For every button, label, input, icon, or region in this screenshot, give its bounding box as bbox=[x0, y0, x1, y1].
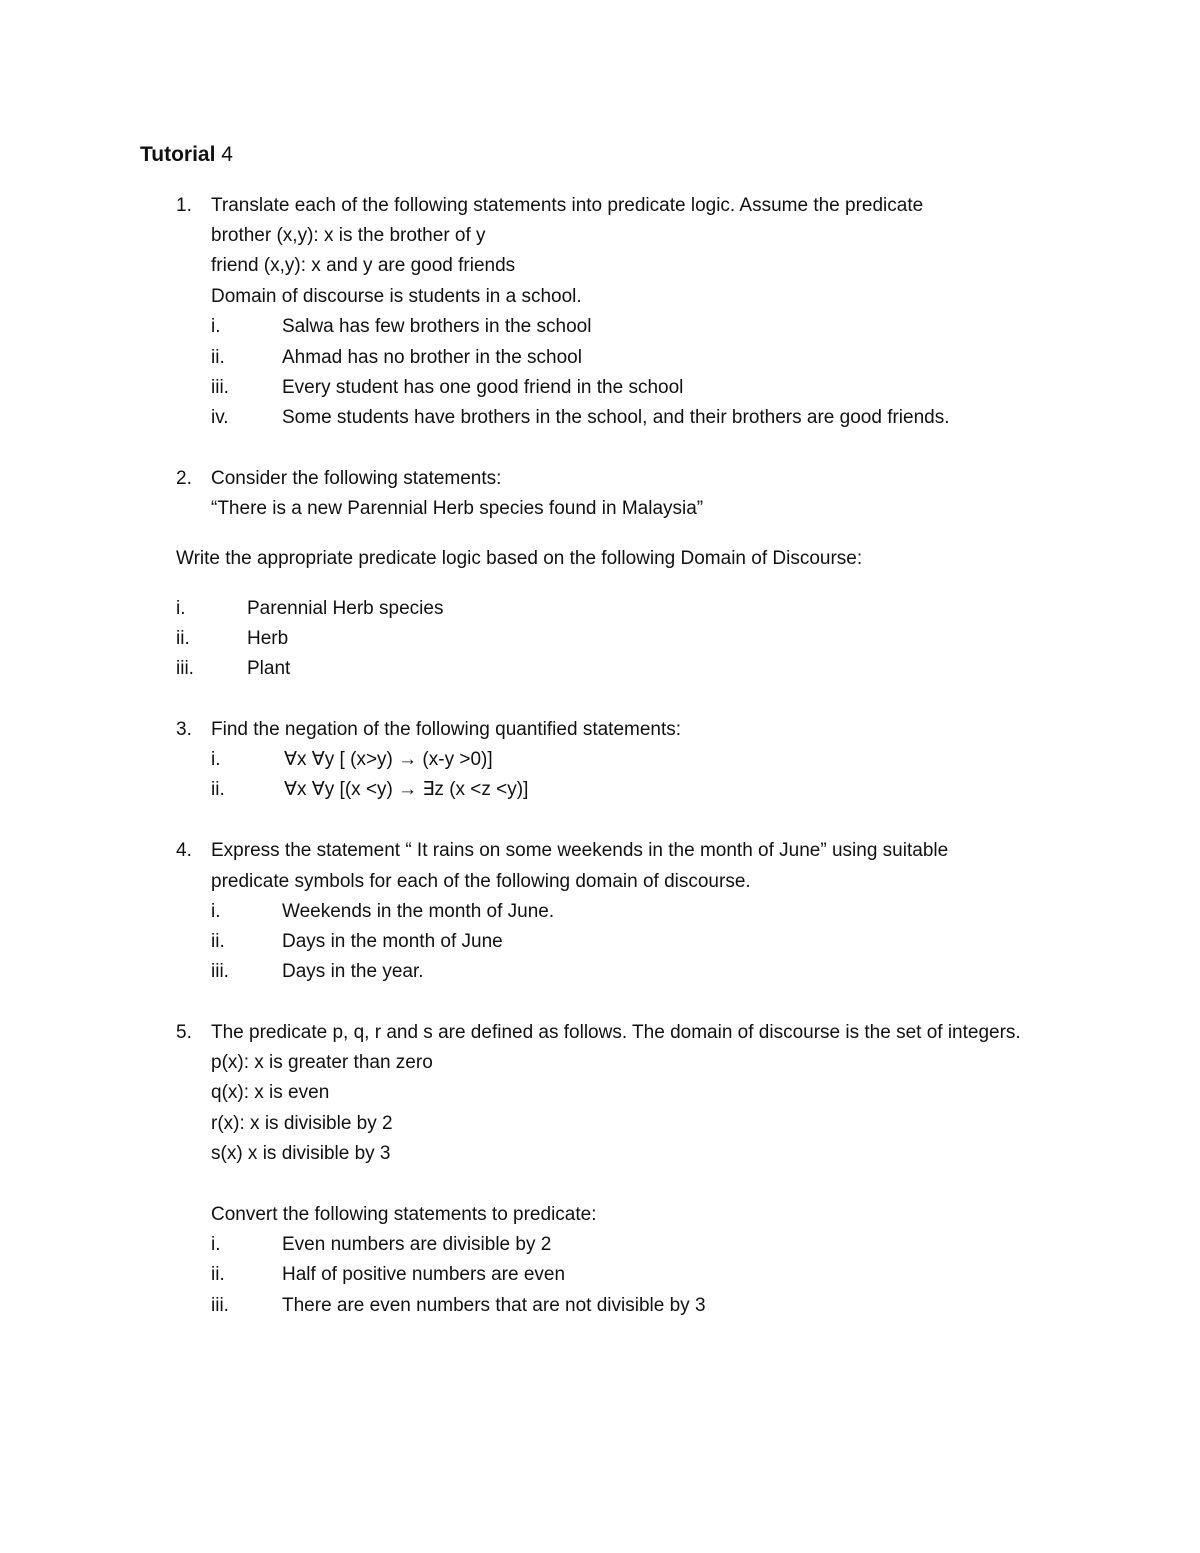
q1-def-brother: brother (x,y): x is the brother of y bbox=[211, 225, 486, 246]
q4-item-text: Days in the year. bbox=[282, 961, 424, 982]
q4-number: 4. bbox=[176, 840, 192, 861]
q2-item-text: Parennial Herb species bbox=[247, 598, 444, 619]
q2-number: 2. bbox=[176, 468, 192, 489]
q1-item-label: iii. bbox=[211, 377, 229, 398]
q3-number: 3. bbox=[176, 719, 192, 740]
q3-prompt: Find the negation of the following quantified statements: bbox=[211, 719, 682, 740]
q1-item-label: iv. bbox=[211, 407, 229, 428]
q5-def-r: r(x): x is divisible by 2 bbox=[211, 1113, 393, 1134]
q5-item-label: i. bbox=[211, 1234, 221, 1255]
q2-item-label: ii. bbox=[176, 628, 190, 649]
q1-item-text: Salwa has few brothers in the school bbox=[282, 316, 592, 337]
q4-item-label: ii. bbox=[211, 931, 225, 952]
q5-item-text: Half of positive numbers are even bbox=[282, 1264, 566, 1285]
q3-item-formula: ∀x ∀y [(x <y) → ∃z (x <z <y)] bbox=[284, 779, 529, 800]
q4-item-label: i. bbox=[211, 901, 221, 922]
q3-item-label: i. bbox=[211, 749, 221, 770]
q5-def-q: q(x): x is even bbox=[211, 1082, 330, 1103]
q2-quote: “There is a new Parennial Herb species found in Malaysia” bbox=[211, 498, 704, 519]
q5-convert-instruction: Convert the following statements to predicate: bbox=[211, 1204, 597, 1225]
title-number: 4 bbox=[215, 143, 233, 166]
q4-item-label: iii. bbox=[211, 961, 229, 982]
q1-item-text: Ahmad has no brother in the school bbox=[282, 347, 582, 368]
q3-item-label: ii. bbox=[211, 779, 225, 800]
q2-item-label: iii. bbox=[176, 658, 194, 679]
q3-item-formula: ∀x ∀y [ (x>y) → (x-y >0)] bbox=[284, 749, 493, 770]
page-title bbox=[140, 143, 233, 167]
q5-prompt: The predicate p, q, r and s are defined as follows. The domain of discourse is the set of integers. bbox=[211, 1022, 1021, 1043]
q1-item-text: Some students have brothers in the school, and their brothers are good friends. bbox=[282, 407, 950, 428]
title-bold: Tutorial bbox=[140, 143, 216, 166]
q5-def-p: p(x): x is greater than zero bbox=[211, 1052, 433, 1073]
q2-item-text: Herb bbox=[247, 628, 289, 649]
q4-prompt-continued: predicate symbols for each of the following domain of discourse. bbox=[211, 871, 751, 892]
q2-instruction: Write the appropriate predicate logic based on the following Domain of Discourse: bbox=[176, 548, 863, 569]
q5-number: 5. bbox=[176, 1022, 192, 1043]
q5-def-s: s(x) x is divisible by 3 bbox=[211, 1143, 391, 1164]
q1-item-text: Every student has one good friend in the school bbox=[282, 377, 684, 398]
q1-prompt: Translate each of the following statements into predicate logic. Assume the predicate bbox=[211, 195, 924, 216]
q2-prompt: Consider the following statements: bbox=[211, 468, 502, 489]
q1-item-label: ii. bbox=[211, 347, 225, 368]
q4-prompt: Express the statement “ It rains on some weekends in the month of June” using suitable bbox=[211, 840, 949, 861]
q1-item-label: i. bbox=[211, 316, 221, 337]
q5-item-label: iii. bbox=[211, 1295, 229, 1316]
q5-item-text: Even numbers are divisible by 2 bbox=[282, 1234, 552, 1255]
q1-domain: Domain of discourse is students in a school. bbox=[211, 286, 582, 307]
q4-item-text: Weekends in the month of June. bbox=[282, 901, 555, 922]
q5-item-label: ii. bbox=[211, 1264, 225, 1285]
q2-item-text: Plant bbox=[247, 658, 291, 679]
q5-item-text: There are even numbers that are not divisible by 3 bbox=[282, 1295, 706, 1316]
q4-item-text: Days in the month of June bbox=[282, 931, 503, 952]
q1-number: 1. bbox=[176, 195, 192, 216]
q2-item-label: i. bbox=[176, 598, 186, 619]
q1-def-friend: friend (x,y): x and y are good friends bbox=[211, 255, 516, 276]
